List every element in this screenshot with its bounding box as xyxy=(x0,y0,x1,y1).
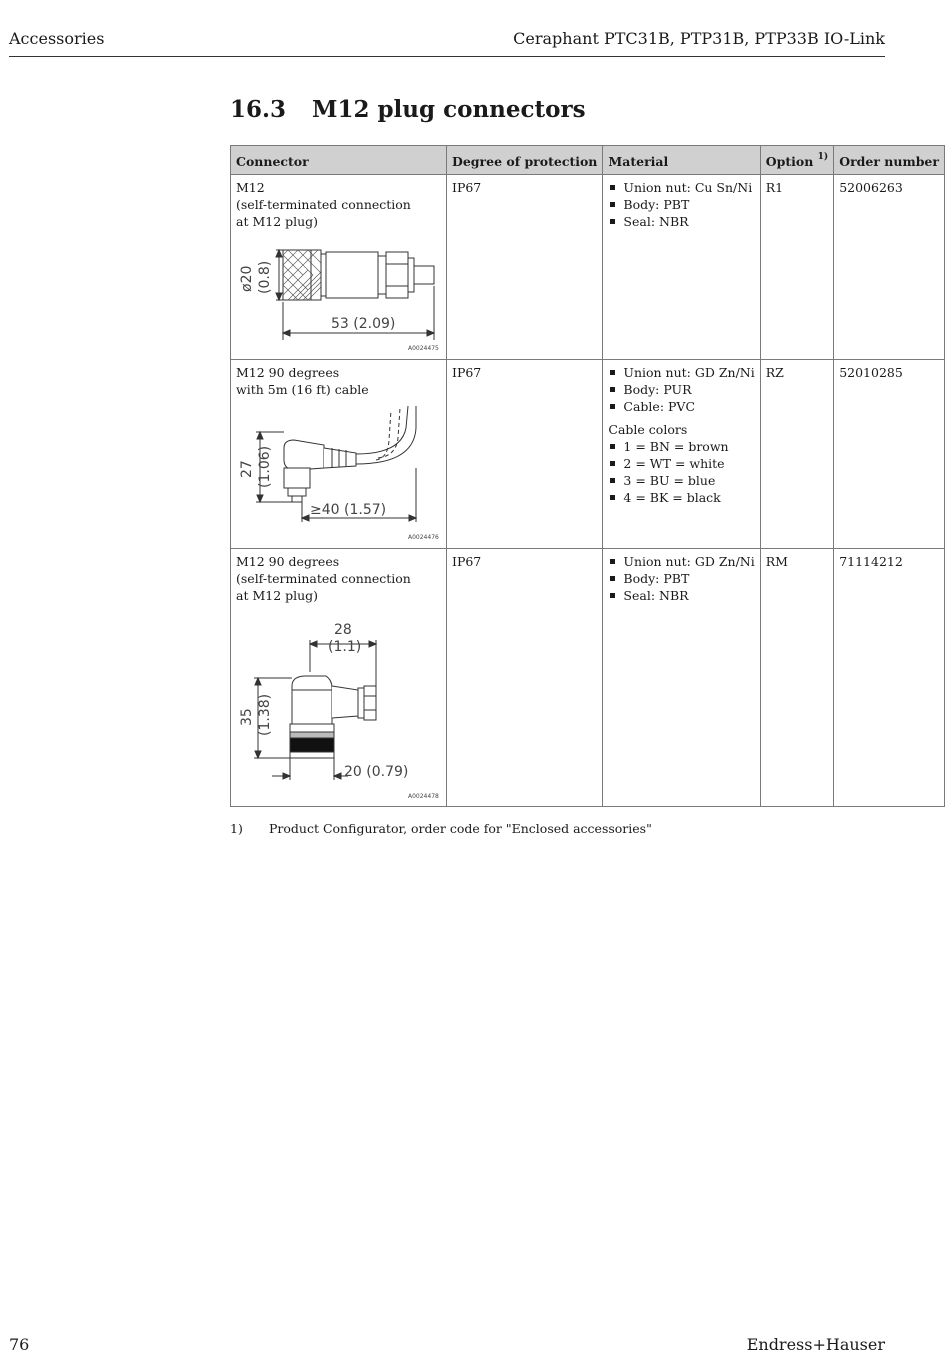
cell-connector xyxy=(231,549,447,807)
dim-height-label: 27 xyxy=(239,460,255,478)
list-item: Seal: NBR xyxy=(608,587,754,604)
table-header-row xyxy=(231,146,945,175)
page-number: 76 xyxy=(9,1335,30,1354)
dim-top-inch-label: (1.1) xyxy=(328,639,362,655)
table-row xyxy=(231,360,945,549)
footnote-text: Product Configurator, order code for "Enclosed accessories" xyxy=(269,821,652,836)
cell-protection: IP67 xyxy=(447,360,603,549)
connectors-table xyxy=(230,145,945,807)
footnote-marker: 1) xyxy=(230,821,243,836)
list-item: Union nut: Cu Sn/Ni xyxy=(608,179,754,196)
list-item: 1 = BN = brown xyxy=(608,438,754,455)
col-order-number: Order number xyxy=(834,146,945,175)
connector-line: M12 xyxy=(236,180,265,195)
dim-length-label: 53 (2.09) xyxy=(331,316,396,332)
option-footnote-ref: 1) xyxy=(817,152,829,163)
list-item: 4 = BK = black xyxy=(608,489,754,506)
m12-angled-plug-drawing xyxy=(236,604,441,804)
connector-line: at M12 plug) xyxy=(236,214,319,229)
col-protection: Degree of protection xyxy=(447,146,603,175)
list-item: Body: PBT xyxy=(608,196,754,213)
list-item: Cable: PVC xyxy=(608,398,754,415)
section-number: 16.3 xyxy=(230,96,287,123)
dim-height-label: 35 xyxy=(239,708,255,726)
cell-order-number: 71114212 xyxy=(834,549,945,807)
dim-height-inch-label: (1.38) xyxy=(257,693,273,736)
list-item: Body: PBT xyxy=(608,570,754,587)
list-item: Body: PUR xyxy=(608,381,754,398)
dim-height-inch-label: (1.06) xyxy=(257,445,273,488)
list-item: Seal: NBR xyxy=(608,213,754,230)
cable-colors-title: Cable colors xyxy=(608,422,688,437)
footnote xyxy=(230,821,652,836)
cell-connector xyxy=(231,175,447,360)
col-material: Material xyxy=(603,146,760,175)
col-connector: Connector xyxy=(231,146,447,175)
list-item: 3 = BU = blue xyxy=(608,472,754,489)
list-item: 2 = WT = white xyxy=(608,455,754,472)
connector-line: (self-terminated connection xyxy=(236,571,411,586)
dim-width-label: 20 (0.79) xyxy=(344,764,409,780)
cell-protection: IP67 xyxy=(447,175,603,360)
dim-length-label: ≥40 (1.57) xyxy=(310,502,387,518)
connector-line: with 5m (16 ft) cable xyxy=(236,382,369,397)
cell-material xyxy=(603,549,760,807)
connector-line: at M12 plug) xyxy=(236,588,319,603)
m12-straight-plug-drawing xyxy=(236,230,441,355)
list-item: Union nut: GD Zn/Ni xyxy=(608,553,754,570)
dim-diameter-label: ø20 xyxy=(239,265,255,292)
header-rule xyxy=(9,56,885,57)
connector-description xyxy=(236,364,441,398)
table-row xyxy=(231,549,945,807)
cell-order-number: 52006263 xyxy=(834,175,945,360)
col-option-label: Option xyxy=(765,154,814,170)
table-row xyxy=(231,175,945,360)
connector-line: (self-terminated connection xyxy=(236,197,411,212)
header-product: Ceraphant PTC31B, PTP31B, PTP33B IO-Link xyxy=(513,29,885,48)
connector-line: M12 90 degrees xyxy=(236,365,340,380)
list-item: Union nut: GD Zn/Ni xyxy=(608,364,754,381)
cell-protection: IP67 xyxy=(447,549,603,807)
cell-material xyxy=(603,175,760,360)
figure-code: A0024478 xyxy=(408,793,439,800)
dim-top-label: 28 xyxy=(334,622,352,638)
figure-code: A0024476 xyxy=(408,534,439,541)
cell-option: R1 xyxy=(760,175,833,360)
figure-code: A0024475 xyxy=(408,345,439,352)
section-heading: M12 plug connectors xyxy=(312,96,586,123)
cell-connector xyxy=(231,360,447,549)
connector-line: M12 90 degrees xyxy=(236,554,340,569)
connector-description xyxy=(236,553,441,604)
section-title xyxy=(230,96,586,123)
col-option xyxy=(760,146,833,175)
m12-angled-cable-drawing xyxy=(236,398,441,548)
header-section: Accessories xyxy=(9,29,105,48)
cell-option: RM xyxy=(760,549,833,807)
dim-diameter-inch-label: (0.8) xyxy=(257,260,273,294)
footer-brand: Endress+Hauser xyxy=(746,1335,885,1354)
connector-description xyxy=(236,179,441,230)
cell-material xyxy=(603,360,760,549)
cell-order-number: 52010285 xyxy=(834,360,945,549)
cell-option: RZ xyxy=(760,360,833,549)
